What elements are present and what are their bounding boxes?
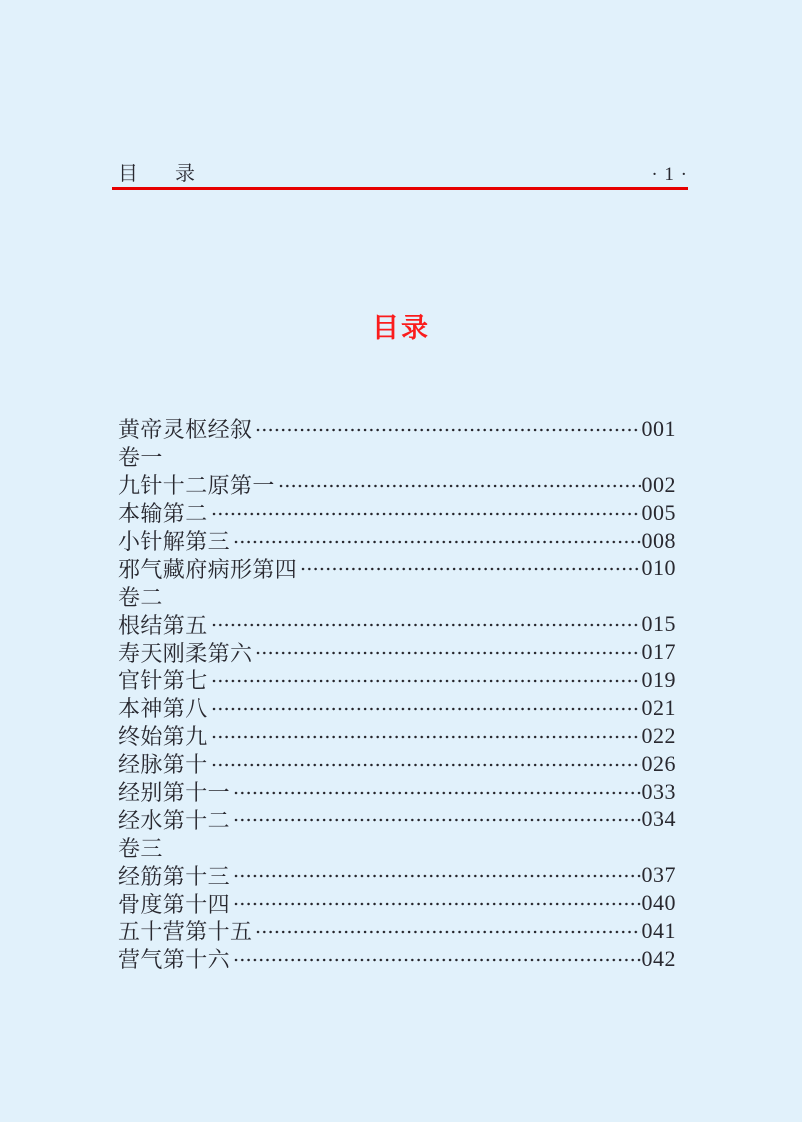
dot-leader <box>233 872 640 880</box>
toc-entry-label: 寿天刚柔第六 <box>118 640 253 666</box>
toc-entry <box>118 945 676 973</box>
toc-entry <box>118 499 676 527</box>
toc-entry <box>118 527 676 555</box>
toc-entry-page: 034 <box>641 806 676 832</box>
toc-entry-label: 黄帝灵枢经叙 <box>118 417 253 443</box>
toc-entry-label: 卷三 <box>118 835 163 861</box>
dot-leader <box>255 928 640 936</box>
toc-entry-label: 经筋第十三 <box>118 863 231 889</box>
toc-entry-page: 026 <box>641 750 676 776</box>
dot-leader <box>255 649 640 657</box>
toc-entry <box>118 638 676 666</box>
running-header-title: 目 录 <box>118 163 196 185</box>
toc-entry-label: 营气第十六 <box>118 947 231 973</box>
toc-entry-label: 骨度第十四 <box>118 891 231 917</box>
toc-entry-label: 根结第五 <box>118 612 208 638</box>
toc-list <box>118 415 676 973</box>
toc-entry <box>118 694 676 722</box>
dot-leader <box>211 705 641 713</box>
toc-entry <box>118 554 676 582</box>
running-header-page-number: · 1 · <box>651 164 688 185</box>
toc-entry-label: 小针解第三 <box>118 529 231 555</box>
toc-entry-page: 017 <box>641 639 676 665</box>
running-header <box>112 163 688 190</box>
dot-leader <box>211 761 641 769</box>
dot-leader <box>211 677 641 685</box>
toc-entry <box>118 750 676 778</box>
dot-leader <box>278 482 641 490</box>
page-title: 目录 <box>372 313 430 343</box>
toc-entry-page: 037 <box>641 862 676 888</box>
dot-leader <box>233 538 640 546</box>
toc-entry-label: 卷二 <box>118 584 163 610</box>
toc-entry-page: 042 <box>641 945 676 971</box>
toc-entry-label: 九针十二原第一 <box>118 473 275 499</box>
toc-entry-page: 008 <box>641 527 676 553</box>
toc-entry <box>118 889 676 917</box>
dot-leader <box>255 426 640 434</box>
toc-entry-label: 官针第七 <box>118 668 208 694</box>
toc-entry-page: 015 <box>641 611 676 637</box>
toc-entry-page: 001 <box>641 415 676 441</box>
toc-entry <box>118 917 676 945</box>
dot-leader <box>211 621 641 629</box>
toc-entry-page: 022 <box>641 722 676 748</box>
toc-entry-page: 010 <box>641 555 676 581</box>
toc-entry <box>118 610 676 638</box>
toc-entry-page: 041 <box>641 917 676 943</box>
toc-entry-label: 邪气藏府病形第四 <box>118 556 298 582</box>
dot-leader <box>211 733 641 741</box>
toc-entry-page: 019 <box>641 666 676 692</box>
toc-volume-heading <box>118 443 676 471</box>
toc-entry-label: 经别第十一 <box>118 780 231 806</box>
toc-entry-page: 040 <box>641 890 676 916</box>
toc-entry <box>118 415 676 443</box>
toc-volume-heading <box>118 582 676 610</box>
dot-leader <box>233 816 640 824</box>
toc-entry-label: 终始第九 <box>118 724 208 750</box>
dot-leader <box>300 565 640 573</box>
dot-leader <box>233 956 640 964</box>
toc-entry <box>118 778 676 806</box>
toc-entry <box>118 861 676 889</box>
toc-entry-label: 本神第八 <box>118 696 208 722</box>
toc-entry <box>118 805 676 833</box>
toc-entry-label: 五十营第十五 <box>118 919 253 945</box>
toc-entry-label: 经水第十二 <box>118 807 231 833</box>
dot-leader <box>233 900 640 908</box>
toc-entry-page: 021 <box>641 694 676 720</box>
toc-volume-heading <box>118 833 676 861</box>
dot-leader <box>233 789 640 797</box>
toc-entry-label: 经脉第十 <box>118 752 208 778</box>
toc-entry-label: 本输第二 <box>118 501 208 527</box>
toc-entry <box>118 666 676 694</box>
toc-entry <box>118 722 676 750</box>
toc-entry-page: 033 <box>641 778 676 804</box>
dot-leader <box>211 510 641 518</box>
toc-entry-page: 005 <box>641 499 676 525</box>
toc-entry-page: 002 <box>641 471 676 497</box>
toc-entry-label: 卷一 <box>118 445 163 471</box>
toc-entry <box>118 471 676 499</box>
